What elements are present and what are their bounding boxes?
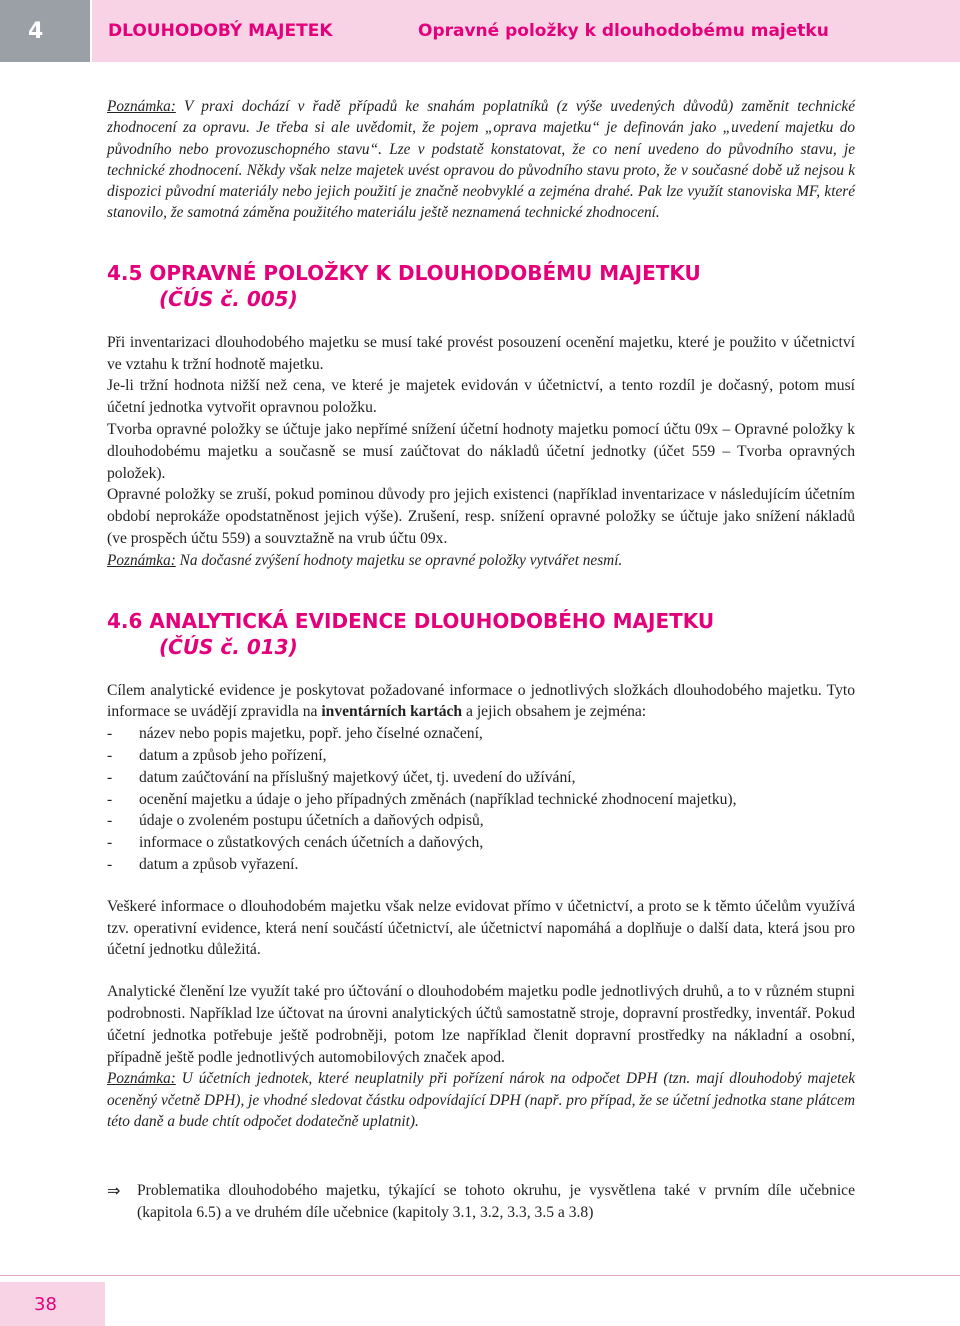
card-contents-list xyxy=(107,723,855,876)
note-label: Poznámka: xyxy=(107,98,176,115)
page-number: 38 xyxy=(0,1282,105,1326)
text: Cílem analytické evidence je poskytovat požadované informace o jednotlivých složkách dlouhodobého majetku. Tyto informace se uvádějí zpravidla na xyxy=(107,681,855,721)
heading-4-6-subtitle: (ČÚS č. 013) xyxy=(159,634,298,659)
note-text: Na dočasné zvýšení hodnoty majetku se opravné položky vytvářet nesmí. xyxy=(175,551,623,569)
heading-4-5-title: 4.5 OPRAVNÉ POLOŽKY K DLOUHODOBÉMU MAJETKU xyxy=(107,260,701,285)
section-title: Opravné položky k dlouhodobému majetku xyxy=(418,21,829,41)
paragraph: Analytické členění lze využít také pro účtování o dlouhodobém majetku podle jednotlivých druhů, a to v různém stupni podrobnosti. Například lze účtovat na úrovni analytických účtů samostatně stroje, dopravní prostředky, inventář. Pokud účetní jednotka potřebuje ještě podrobněji, potom lze například členit dopravní prostředky na nákladní a osobní, případně ještě podle jednotlivých automobilových značek apod. xyxy=(107,983,855,1066)
cross-reference xyxy=(107,1180,855,1224)
list-item: - datum a způsob jeho pořízení, xyxy=(107,746,327,764)
note-temporary-increase xyxy=(107,550,855,572)
list-item: - informace o zůstatkových cenách účetních a daňových, xyxy=(107,834,484,852)
chapter-title: DLOUHODOBÝ MAJETEK xyxy=(108,21,333,41)
list-item: - údaje o zvoleném postupu účetních a daňových odpisů, xyxy=(107,812,484,830)
heading-4-6 xyxy=(107,608,855,660)
section-4-6-body xyxy=(107,680,855,1133)
paragraph: Opravné položky se zruší, pokud pominou důvody pro jejich existenci (například inventarizace v následujícím účetním období neprokáže opodstatněnost jejich výše). Zrušení, resp. snížení opravné položky se účtuje jako snížení nákladů (ve prospěch účtu 559) a souvztažně na vrub účtu 09x. xyxy=(107,486,855,547)
paragraph: Tvorba opravné položky se účtuje jako nepřímé snížení účetní hodnoty majetku pomocí účtu 09x – Opravné položky k dlouhodobému majetku a současně se musí zaúčtovat do nákladů účetní jednotky (účet 559 – Tvorba opravných položek). xyxy=(107,420,855,482)
note-vat xyxy=(107,1068,855,1132)
paragraph: Je-li tržní hodnota nižší než cena, ve které je majetek evidován v účetnictví, a tento rozdíl je dočasný, potom musí účetní jednotka vytvořit opravnou položku. xyxy=(107,377,855,417)
heading-4-6-title: 4.6 ANALYTICKÁ EVIDENCE DLOUHODOBÉHO MAJETKU xyxy=(107,608,715,633)
heading-4-5 xyxy=(107,260,855,312)
heading-4-5-subtitle: (ČÚS č. 005) xyxy=(159,286,298,311)
note-technical-improvement xyxy=(107,96,855,224)
paragraph xyxy=(107,680,855,724)
note-text: V praxi dochází v řadě případů ke snahám poplatníků (z výše uvedených důvodů) zaměnit technické zhodnocení za opravu. Je třeba si ale uvědomit, že pojem „oprava majetku“ je definován jako „uvedení majetku do původního nebo provozuschopného stavu“. Lze v podstatě konstatovat, že co není uvedeno do původního stavu, je technické zhodnocení. Někdy však nelze majetek uvést opravou do původního stavu proto, že v současné době už nejsou k dispozici původní materiály nebo jejich použití je značně neobvyklé a zejména drahé. Pak lze využít stanoviska MF, které stanovilo, že samotná záměna použitého materiálu ještě neznamená technické zhodnocení. xyxy=(107,98,855,222)
paragraph: Při inventarizaci dlouhodobého majetku se musí také provést posouzení ocenění majetku, které je použito v účetnictví ve vztahu k tržní hodnotě majetku. xyxy=(107,333,855,373)
paragraph: Veškeré informace o dlouhodobém majetku však nelze evidovat přímo v účetnictví, a proto se k těmto účelům využívá tzv. operativní evidence, která není součástí účetnictví, ale účetnictví napomáhá a doplňuje o další data, která jsou pro účetní jednotku důležitá. xyxy=(107,897,855,959)
bold-term: inventárních kartách xyxy=(321,703,463,721)
text: a jejich obsahem je zejména: xyxy=(462,703,647,721)
page-header xyxy=(92,0,960,62)
list-item: - ocenění majetku a údaje o jeho případných změnách (například technické zhodnocení majetku), xyxy=(107,790,737,808)
cross-reference-text: Problematika dlouhodobého majetku, týkající se tohoto okruhu, je vysvětlena také v prvním díle učebnice (kapitola 6.5) a ve druhém díle učebnice (kapitoly 3.1, 3.2, 3.3, 3.5 a 3.8) xyxy=(137,1182,855,1221)
arrow-right-icon: ⇒ xyxy=(107,1181,121,1200)
footer-divider xyxy=(0,1275,960,1276)
note-label: Poznámka: xyxy=(107,1070,176,1088)
list-item: - datum zaúčtování na příslušný majetkový účet, tj. uvedení do užívání, xyxy=(107,768,576,786)
section-4-5-body xyxy=(107,332,855,572)
chapter-number: 4 xyxy=(0,0,90,62)
note-label: Poznámka: xyxy=(107,551,176,569)
page-content xyxy=(107,96,855,1132)
note-text: U účetních jednotek, které neuplatnily při pořízení nárok na odpočet DPH (tzn. mají dlouhodobý majetek oceněný včetně DPH), je vhodné sledovat částku odpovídající DPH (např. pro případ, že se účetní jednotka stane plátcem této daně a bude chtít odpočet dodatečně uplatnit). xyxy=(107,1070,855,1130)
list-item: - název nebo popis majetku, popř. jeho číselné označení, xyxy=(107,725,483,743)
list-item: - datum a způsob vyřazení. xyxy=(107,855,299,873)
